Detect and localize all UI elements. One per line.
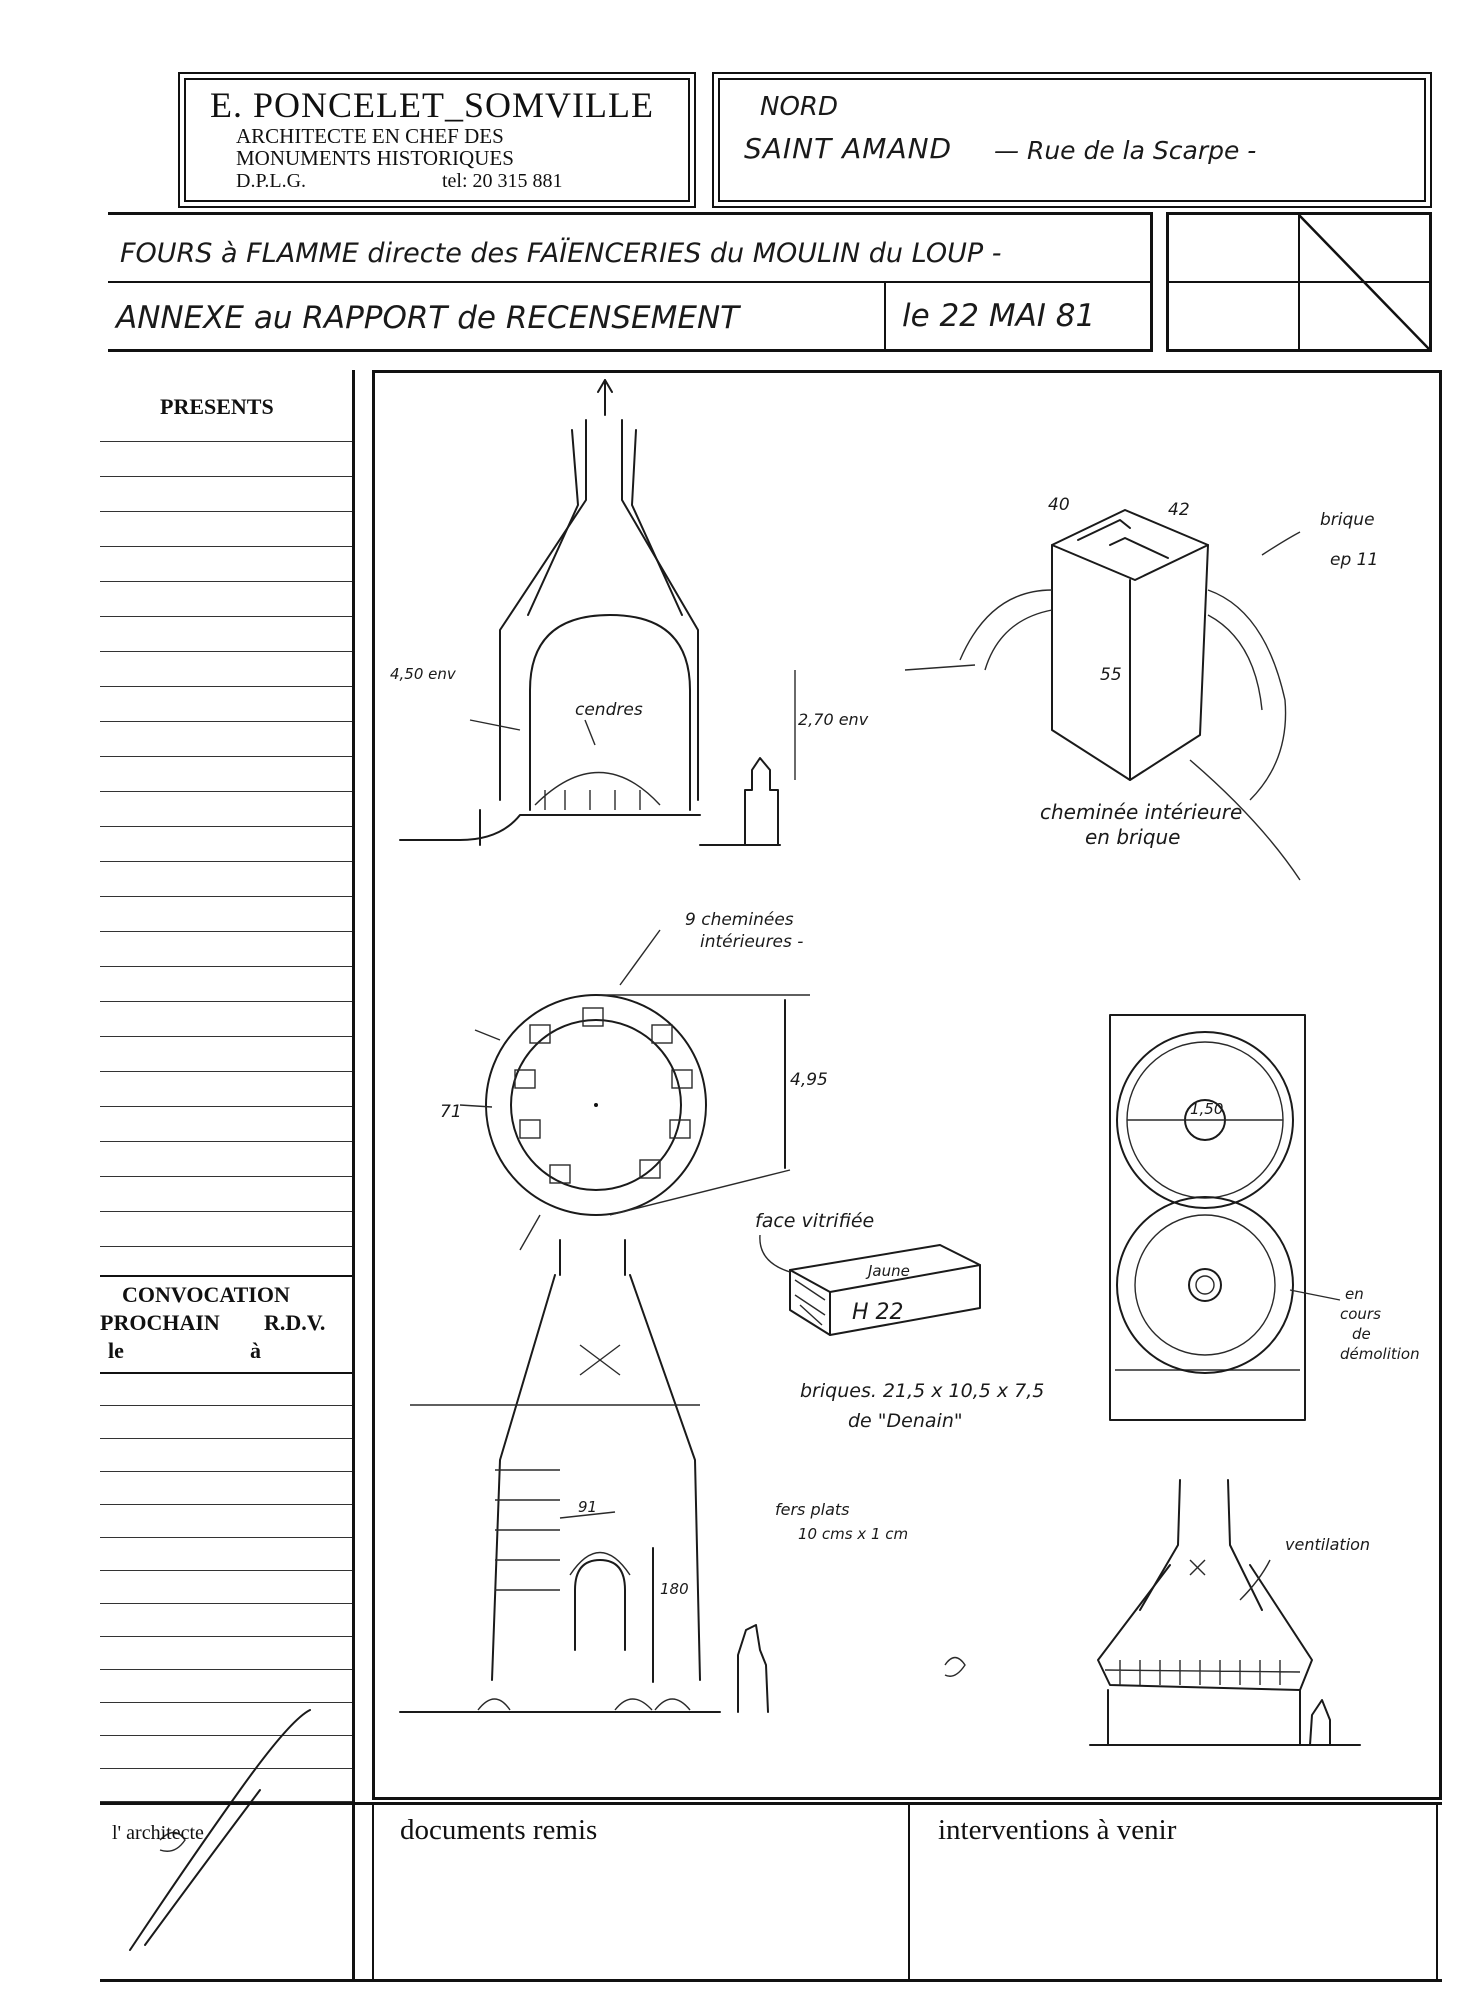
report-date: le 22 MAI 81 bbox=[902, 298, 1096, 334]
note-9-cheminees: 9 cheminées bbox=[685, 910, 794, 930]
note-width-450: 4,50 env bbox=[390, 665, 456, 683]
note-briques-size: briques. 21,5 x 10,5 x 7,5 bbox=[800, 1380, 1045, 1402]
note-de-denain: de "Denain" bbox=[848, 1410, 963, 1432]
note-dim-150: 1,50 bbox=[1190, 1100, 1224, 1118]
note-jaune: Jaune bbox=[868, 1262, 910, 1280]
note-en-brique: en brique bbox=[1085, 825, 1181, 849]
convocation-label: CONVOCATION bbox=[122, 1282, 290, 1307]
note-height-270: 2,70 env bbox=[798, 710, 869, 729]
note-cours: cours bbox=[1340, 1305, 1381, 1323]
note-dim-180: 180 bbox=[660, 1580, 689, 1598]
note-en: en bbox=[1345, 1285, 1364, 1303]
location-region: NORD bbox=[760, 92, 838, 122]
convocation-time-label: à bbox=[250, 1338, 261, 1363]
location-street: — Rue de la Scarpe - bbox=[994, 136, 1257, 165]
note-cheminee-interieure: cheminée intérieure bbox=[1040, 800, 1243, 824]
subject-line: FOURS à FLAMME directe des FAÏENCERIES du MOULIN du LOUP - bbox=[120, 238, 1002, 269]
architect-phone: tel: 20 315 881 bbox=[442, 170, 563, 192]
location-town: SAINT AMAND bbox=[744, 132, 953, 165]
note-de: de bbox=[1352, 1325, 1371, 1343]
prochain-label: PROCHAIN bbox=[100, 1310, 220, 1335]
architect-name: E. PONCELET_SOMVILLE bbox=[210, 85, 654, 125]
kiln-elevation-sketch bbox=[400, 1240, 768, 1712]
presents-label: PRESENTS bbox=[160, 394, 274, 419]
note-ventilation: ventilation bbox=[1285, 1535, 1371, 1554]
note-dim-91: 91 bbox=[578, 1498, 598, 1516]
note-face-vitrifiee: face vitrifiée bbox=[755, 1210, 875, 1232]
architect-title-line2: MONUMENTS HISTORIQUES bbox=[236, 146, 514, 170]
note-demolition: démolition bbox=[1340, 1345, 1420, 1363]
note-interieures: intérieures - bbox=[700, 932, 804, 952]
architect-label: l' architecte bbox=[112, 1822, 204, 1844]
rdv-label: R.D.V. bbox=[264, 1310, 326, 1335]
footer-band bbox=[100, 1802, 1442, 1982]
note-dim-42: 42 bbox=[1168, 500, 1190, 520]
architect-title-line1: ARCHITECTE EN CHEF DES bbox=[236, 124, 504, 148]
kiln-roof-sketch bbox=[1090, 1480, 1360, 1745]
note-dim-495: 4,95 bbox=[790, 1070, 828, 1090]
architect-diploma: D.P.L.G. bbox=[236, 170, 307, 192]
note-dim-40: 40 bbox=[1048, 495, 1070, 515]
note-dim-71: 71 bbox=[440, 1102, 462, 1122]
kiln-section-sketch bbox=[400, 380, 795, 845]
documents-remis-label: documents remis bbox=[400, 1814, 598, 1846]
note-fers-plats: fers plats bbox=[775, 1500, 850, 1519]
note-cendres: cendres bbox=[575, 700, 643, 720]
note-fers-size: 10 cms x 1 cm bbox=[798, 1525, 909, 1543]
kiln-top-view-sketch bbox=[1110, 1015, 1340, 1420]
note-ep11: ep 11 bbox=[1330, 550, 1379, 570]
kiln-plan-sketch bbox=[460, 930, 810, 1250]
interventions-label: interventions à venir bbox=[938, 1814, 1177, 1846]
convocation-date-label: le bbox=[108, 1338, 124, 1363]
note-h22: H 22 bbox=[852, 1300, 904, 1325]
note-brique: brique bbox=[1320, 510, 1375, 530]
note-dim-55: 55 bbox=[1100, 665, 1122, 685]
annex-line: ANNEXE au RAPPORT de RECENSEMENT bbox=[116, 300, 740, 336]
